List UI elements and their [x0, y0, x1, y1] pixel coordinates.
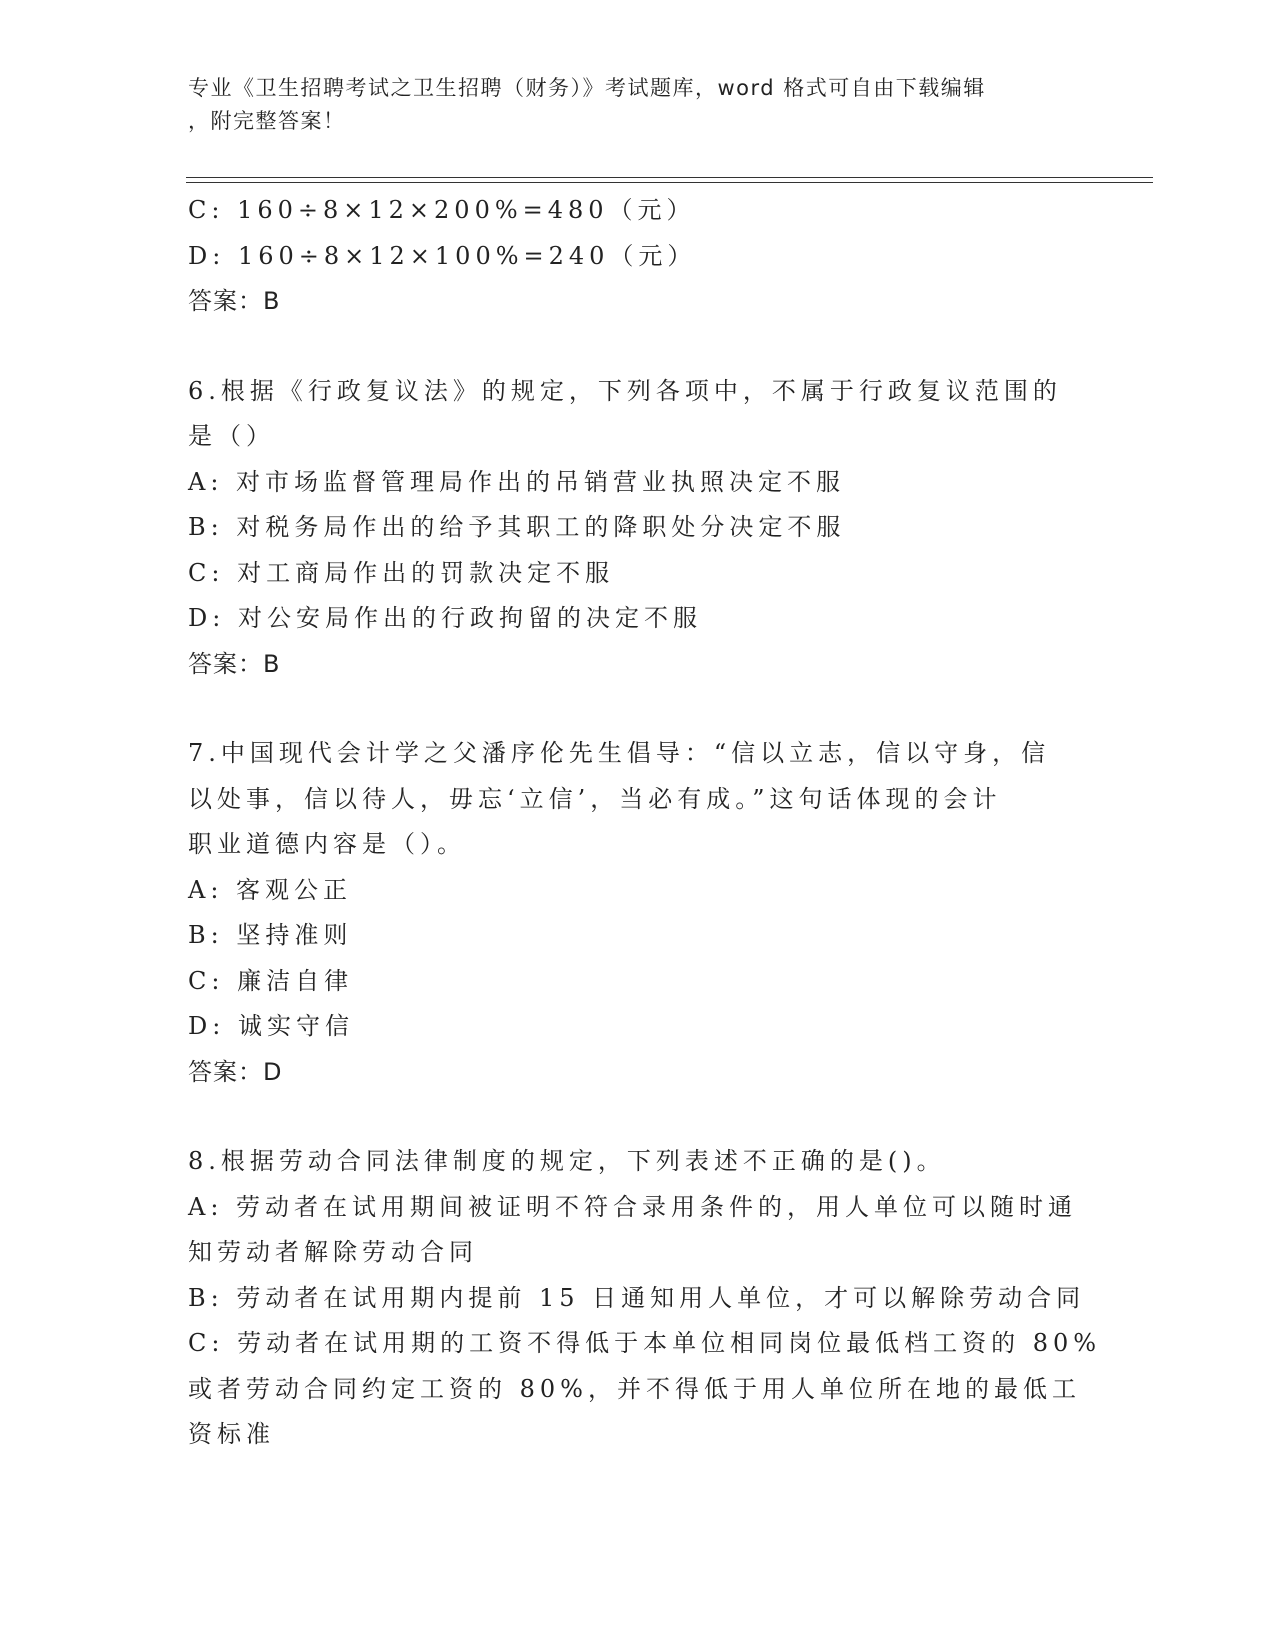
question-6 [188, 369, 1088, 688]
question-stem: 职业道德内容是（）。 [188, 830, 466, 858]
answer-line: 答案：D [188, 1057, 283, 1086]
option-c-continued: 或者劳动合同约定工资的 80%，并不得低于用人单位所在地的最低工 [188, 1374, 1081, 1403]
option-c: C: 廉洁自律 [188, 966, 354, 995]
option-c: C: 160÷8×12×200%=480（元） [188, 196, 696, 224]
question-stem: 以处事，信以待人，毋忘‘立信’，当必有成。”这句话体现的会计 [188, 784, 1002, 813]
header-line-2: ，附完整答案！ [188, 109, 346, 133]
option-d: D: 160÷8×12×100%=240（元） [188, 241, 697, 270]
answer-line: 答案：B [188, 287, 281, 315]
option-d: D: 诚实守信 [188, 1012, 354, 1040]
question-content [188, 188, 1102, 1458]
option-b: B: 劳动者在试用期内提前 15 日通知用人单位，才可以解除劳动合同 [188, 1283, 1086, 1312]
question-5-tail [188, 188, 1088, 325]
question-7 [188, 731, 1088, 1095]
answer-line: 答案：B [188, 649, 281, 678]
question-8 [188, 1139, 1102, 1458]
option-c-continued: 资标准 [188, 1420, 275, 1448]
header-divider-top [186, 177, 1153, 178]
question-stem: 是（） [188, 422, 275, 450]
page-header [188, 72, 1068, 138]
option-c: C: 劳动者在试用期的工资不得低于本单位相同岗位最低档工资的 80% [188, 1329, 1102, 1357]
option-b: B: 对税务局作出的给予其职工的降职处分决定不服 [188, 513, 846, 541]
option-c: C: 对工商局作出的罚款决定不服 [188, 558, 615, 587]
header-divider-bottom [186, 182, 1153, 183]
question-stem: 8.根据劳动合同法律制度的规定，下列表述不正确的是()。 [188, 1147, 946, 1175]
option-a-continued: 知劳动者解除劳动合同 [188, 1238, 478, 1266]
option-a: A: 劳动者在试用期间被证明不符合录用条件的，用人单位可以随时通 [188, 1192, 1078, 1221]
header-line-1: 专业《卫生招聘考试之卫生招聘（财务）》考试题库，word 格式可自由下载编辑 [188, 76, 986, 100]
question-stem: 6.根据《行政复议法》的规定，下列各项中，不属于行政复议范围的 [188, 376, 1062, 405]
question-stem: 7.中国现代会计学之父潘序伦先生倡导：“信以立志，信以守身，信 [188, 739, 1051, 767]
option-a: A: 客观公正 [188, 875, 353, 904]
option-b: B: 坚持准则 [188, 921, 353, 949]
option-a: A: 对市场监督管理局作出的吊销营业执照决定不服 [188, 467, 846, 496]
option-d: D: 对公安局作出的行政拘留的决定不服 [188, 604, 702, 632]
